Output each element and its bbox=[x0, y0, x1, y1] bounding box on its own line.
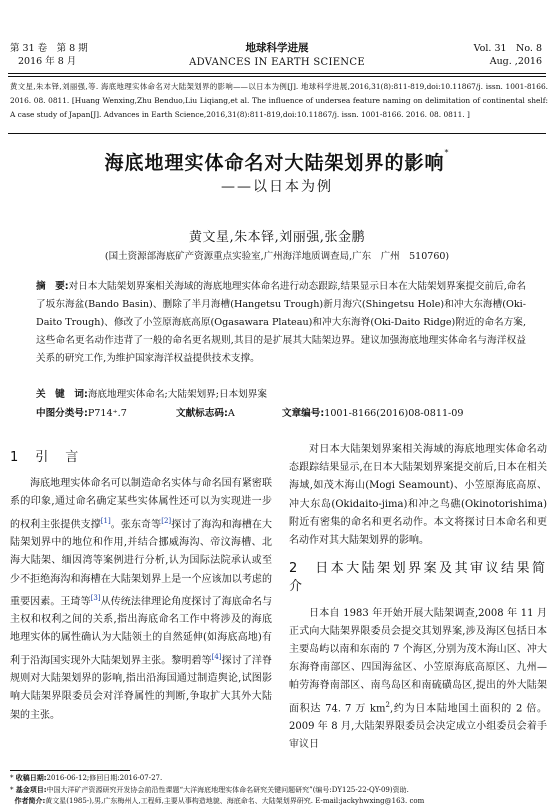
footnote-received: * 收稿日期:2016-06-12;修回日期:2016-07-27. bbox=[10, 774, 163, 782]
footnote-author bbox=[10, 796, 548, 808]
clc-value: P714⁺.7 bbox=[87, 408, 127, 419]
superscript: 2 bbox=[385, 700, 390, 709]
reference-link-3[interactable]: [3] bbox=[90, 593, 101, 602]
clc-label: 中图分类号: bbox=[36, 408, 88, 419]
text-run: 。张东奇等 bbox=[110, 518, 162, 530]
text-run: 从传统法律理论角度探讨了海底命名与主权和权利之间的关系,指出海底命名工作中将涉及的海底地理实体的属性确认为大陆领土的自然延伸(如海底高地)有利于沿海国实现外大陆架划界主张。黎明碧等 bbox=[10, 596, 273, 667]
text-run: ,约为日本陆地国土面积的 2 倍。2009 年 8 月,大陆架界限委员会决定成立小组委员会着手审议日 bbox=[289, 702, 547, 751]
doc-code-label: 文献标志码: bbox=[176, 408, 228, 419]
fund-value: 中国大洋矿产资源研究开发协会前沿性课题“大洋海底地理实体命名研究关键问题研究”(编号:DY125-22-QY-09)资助. bbox=[46, 785, 409, 794]
footnotes bbox=[10, 773, 548, 808]
affiliation: (国土资源部海底矿产资源重点实验室,广州海洋地质调查局,广东 广州 510760) bbox=[104, 251, 450, 262]
citation-block: 黄文星,朱本铎,刘丽强,等. 海底地理实体命名对大陆架划界的影响——以日本为例[J]. 地球科学进展,2016,31(8):811-819,doi:10.11867/j. issn. 1001-8166. 2016. 08. 0811. [Huang Wenxing,Zhu Benduo,Liu Liqiang,et al. The influence of undersea feature naming on delimitation of continental shelf: A case study of Japan[J]. Advances in Earth Science,2016,31(8):811-819,doi:10.11867/j. issn. 1001-8166. 2016. 08. 0811. ] bbox=[10, 82, 548, 119]
section-1-paragraph-1 bbox=[10, 475, 272, 725]
journal-header bbox=[0, 0, 554, 72]
header-volume: 第 31 卷 第 8 期 bbox=[10, 43, 88, 54]
article-no-label: 文章编号: bbox=[282, 408, 325, 419]
author-list: 黄文星,朱本铎,刘丽强,张金鹏 bbox=[189, 230, 365, 245]
author-bio-label: 作者简介: bbox=[14, 797, 46, 805]
header-right bbox=[474, 42, 542, 68]
footnote-fund: * 基金项目:中国大洋矿产资源研究开发协会前沿性课题“大洋海底地理实体命名研究关键问题研究”(编号:DY125-22-QY-09)资助. bbox=[10, 785, 409, 794]
paper-title bbox=[0, 148, 554, 175]
footnote-rule bbox=[10, 770, 130, 771]
doc-code-value: A bbox=[227, 408, 235, 419]
section-2-paragraph-1 bbox=[289, 605, 547, 755]
paper-title-text: 海底地理实体命名对大陆架划界的影响 bbox=[104, 152, 445, 174]
section-1-paragraph-2: 对日本大陆架划界案相关海域的海底地理实体命名动态跟踪结果显示,在日本大陆架划界案提交前后,日本在相关海域,如茂木海山(Mogi Seamount)、小笠原海底高原、冲大东岛(Okidaito-jima)和冲之鸟礁(Okinotorishima)附近有密集的命名和更名动作。本文将探讨日本命名和更名动作对其大陆架划界的影响。 bbox=[289, 444, 547, 547]
paper-subtitle: ——以日本为例 bbox=[221, 179, 333, 195]
reference-link-1[interactable]: [1] bbox=[100, 516, 111, 525]
text-run: 探讨了洋脊规则对大陆架划界的影响,指出沿海国通过制造舆论,试图影响大陆架界限委员会对洋脊属性的判断,争取扩大其外大陆架的主张。 bbox=[10, 655, 273, 721]
reference-link-2[interactable]: [2] bbox=[161, 516, 172, 525]
article-no-value: 1001-8166(2016)08-0811-09 bbox=[324, 408, 464, 419]
fund-label: 基金项目: bbox=[15, 785, 47, 794]
text-run: 海底地理实体命名可以制造命名实体与命名国有紧密联系的印象,通过命名确定某些实体属性还可以为实现进一步的权利主张提供支撑 bbox=[10, 478, 272, 530]
abstract bbox=[36, 278, 526, 368]
author-bio-value: 黄文星(1985-),男,广东梅州人,工程师,主要从事构造地貌、海底命名、大陆架划界研究. E-mail:jackyhwxing@163. com bbox=[45, 797, 425, 805]
keywords bbox=[36, 386, 526, 400]
classification-line bbox=[36, 405, 536, 419]
reference-link-4[interactable]: [4] bbox=[211, 652, 222, 661]
received-value: 2016-06-12;修回日期:2016-07-27. bbox=[46, 774, 163, 782]
section-2-heading: 2 日本大陆架划界案及其审议结果简介 bbox=[289, 561, 547, 595]
keywords-label: 关 键 词: bbox=[36, 389, 88, 400]
column-right bbox=[289, 441, 547, 755]
journal-name-en: ADVANCES IN EARTH SCIENCE bbox=[189, 57, 365, 68]
citation-rule bbox=[8, 133, 546, 134]
section-1-heading: 1 引 言 bbox=[10, 450, 81, 465]
abstract-text: 对日本大陆架划界案相关海域的海底地理实体命名进行动态跟踪,结果显示日本在大陆架划界案提交前后,命名了坂东海盆(Bando Basin)、删除了半月海槽(Hangetsu Trough)新月海穴(Shingetsu Hole)和冲大东海槽(Oki-Daito Trough)、修改了小笠原海底高原(Ogasawara Plateau)和冲大东海脊(Oki-Daito Ridge)附近的命名方案,这些命名更名动作违背了一般的命名更名规则,其目的是扩展其大陆架边界。建议加强海底地理实体命名与海洋权益关系的研究工作,为维护国家海洋权益提供技术支撑。 bbox=[36, 281, 526, 364]
text-run: 日本自 1983 年开始开展大陆架调查,2008 年 11 月正式向大陆架界限委员会提交其划界案,涉及海区包括日本主要岛屿以南和东南的 7 个海区,分别为茂木海山区、冲大东海脊南部区、四国海盆区、小笠原海底高原区、九州—帕劳海脊南部区、南鸟岛区和南硫磺岛区,提出的外大陆架面积达 74. 7 万 km bbox=[289, 607, 547, 714]
header-rule-thin bbox=[8, 76, 546, 77]
header-center bbox=[0, 40, 554, 68]
title-footnote-mark: * bbox=[444, 148, 450, 157]
header-date-cn: 2016 年 8 月 bbox=[18, 56, 77, 67]
header-volume-en: Vol. 31 No. 8 bbox=[473, 43, 542, 54]
abstract-label: 摘 要: bbox=[36, 281, 69, 292]
text-run: 探讨了海沟和海槽在大陆架划界中的地位和作用,并结合挪威海沟、帝汶海槽、北海大陆架、缅因湾等案例进行分析,认为国际法院承认或至少不拒绝海沟和海槽在大陆架划界上是一个应该加以考虑的重要因素。王琦等 bbox=[10, 518, 273, 608]
journal-name-cn: 地球科学进展 bbox=[245, 42, 309, 54]
column-left bbox=[10, 445, 272, 725]
header-rule-thick bbox=[8, 73, 546, 74]
received-label: 收稿日期: bbox=[15, 774, 47, 782]
keywords-text: 海底地理实体命名;大陆架划界;日本划界案 bbox=[87, 389, 267, 400]
header-date-en: Aug. ,2016 bbox=[489, 56, 542, 67]
